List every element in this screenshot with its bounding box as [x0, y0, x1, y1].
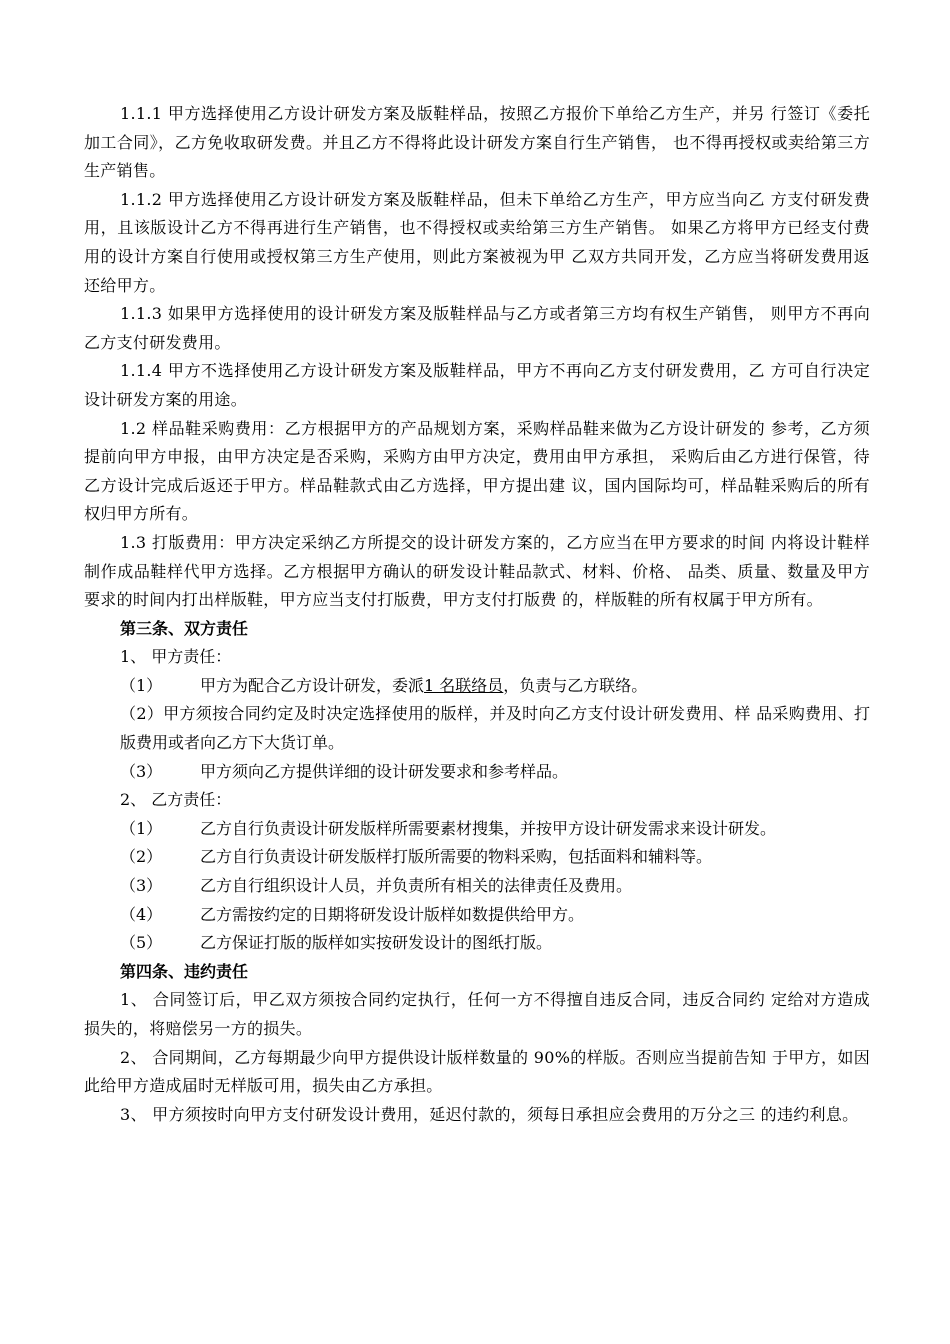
- item-number: （1）: [120, 675, 163, 695]
- item-number: （5）: [120, 933, 163, 953]
- party-a-item-3: [84, 758, 870, 787]
- article-3-heading: 第三条、双方责任: [120, 618, 249, 638]
- party-b-item: [84, 815, 870, 844]
- party-b-item: [84, 929, 870, 958]
- breach-clause-3: 3、 甲方须按时向甲方支付研发设计费用，延迟付款的，须每日承担应会费用的万分之三 的违约利息。: [120, 1104, 859, 1124]
- clause-1-1-4: 1.1.4 甲方不选择使用乙方设计研发方案及版鞋样品，甲方不再向乙方支付研发费用，乙 方可自行决定设计研发方案的用途。: [84, 361, 870, 409]
- party-a-item-2: （2）甲方须按合同约定及时决定选择使用的版样，并及时向乙方支付设计研发费用、样 品采购费用、打版费用或者向乙方下大货订单。: [120, 704, 870, 753]
- item-text: 乙方保证打版的版样如实按研发设计的图纸打版。: [200, 933, 553, 953]
- item-text: 甲方须向乙方提供详细的设计研发要求和参考样品。: [200, 761, 569, 781]
- item-text: 乙方自行负责设计研发版样所需要素材搜集，并按甲方设计研发需求来设计研发。: [200, 818, 777, 838]
- item-text-pre: 甲方为配合乙方设计研发，委派: [200, 675, 425, 695]
- breach-clause-1: 1、 合同签订后，甲乙双方须按合同约定执行，任何一方不得擅自违反合同，违反合同约 定给对方造成损失的，将赔偿另一方的损失。: [84, 990, 870, 1038]
- party-a-responsibility-label: 1、 甲方责任：: [120, 647, 232, 667]
- party-b-item: [84, 872, 870, 901]
- liaison-count: 1 名联络员: [424, 675, 504, 695]
- item-text: 乙方需按约定的日期将研发设计版样如数提供给甲方。: [200, 904, 585, 924]
- clause-1-3: 1.3 打版费用：甲方决定采纳乙方所提交的设计研发方案的，乙方应当在甲方要求的时间 内将设计鞋样制作成品鞋样代甲方选择。乙方根据甲方确认的研发设计鞋品款式、材料、价格、 品类、质量、数量及甲方要求的时间内打出样版鞋，甲方应当支付打版费，甲方支付打版费 的，样版鞋的所有权属于甲方所有。: [84, 532, 870, 610]
- party-a-item-1: [84, 672, 870, 701]
- article-4-heading: 第四条、违约责任: [120, 961, 249, 981]
- item-number: （3）: [120, 876, 163, 896]
- item-number: （4）: [120, 904, 163, 924]
- party-b-item: [84, 901, 870, 930]
- clause-1-1-1: 1.1.1 甲方选择使用乙方设计研发方案及版鞋样品，按照乙方报价下单给乙方生产，并另 行签订《委托加工合同》，乙方免收取研发费。并且乙方不得将此设计研发方案自行生产销售， 也不得再授权或卖给第三方生产销售。: [84, 104, 870, 181]
- clause-1-1-2: 1.1.2 甲方选择使用乙方设计研发方案及版鞋样品，但未下单给乙方生产，甲方应当向乙 方支付研发费用，且该版设计乙方不得再进行生产销售，也不得授权或卖给第三方生产销售。 如果乙方将甲方已经支付费用的设计方案自行使用或授权第三方生产使用，则此方案被视为甲 乙双方共同开发，乙方应当将研发费用返还给甲方。: [84, 189, 870, 295]
- item-text: 乙方自行组织设计人员，并负责所有相关的法律责任及费用。: [200, 876, 633, 896]
- clause-1-2: 1.2 样品鞋采购费用：乙方根据甲方的产品规划方案，采购样品鞋来做为乙方设计研发的 参考，乙方须提前向甲方申报，由甲方决定是否采购，采购方由甲方决定，费用由甲方承担， 采购后由乙方进行保管，待乙方设计完成后返还于甲方。样品鞋款式由乙方选择，甲方提出建 议，国内国际均可，样品鞋采购后的所有权归甲方所有。: [84, 418, 870, 524]
- item-number: （1）: [120, 818, 163, 838]
- document-body: [84, 100, 870, 1129]
- item-text-post: ，负责与乙方联络。: [503, 675, 648, 695]
- item-number: （3）: [120, 761, 163, 781]
- clause-1-1-3: 1.1.3 如果甲方选择使用的设计研发方案及版鞋样品与乙方或者第三方均有权生产销售， 则甲方不再向乙方支付研发费用。: [84, 304, 870, 352]
- party-b-item: [84, 843, 870, 872]
- party-b-responsibility-label: 2、 乙方责任：: [120, 790, 232, 810]
- item-number: （2）: [120, 847, 163, 867]
- breach-clause-2: 2、 合同期间，乙方每期最少向甲方提供设计版样数量的 90%的样版。否则应当提前告知 于甲方，如因此给甲方造成届时无样版可用，损失由乙方承担。: [84, 1047, 870, 1096]
- item-text: 乙方自行负责设计研发版样打版所需要的物料采购，包括面料和辅料等。: [200, 847, 713, 867]
